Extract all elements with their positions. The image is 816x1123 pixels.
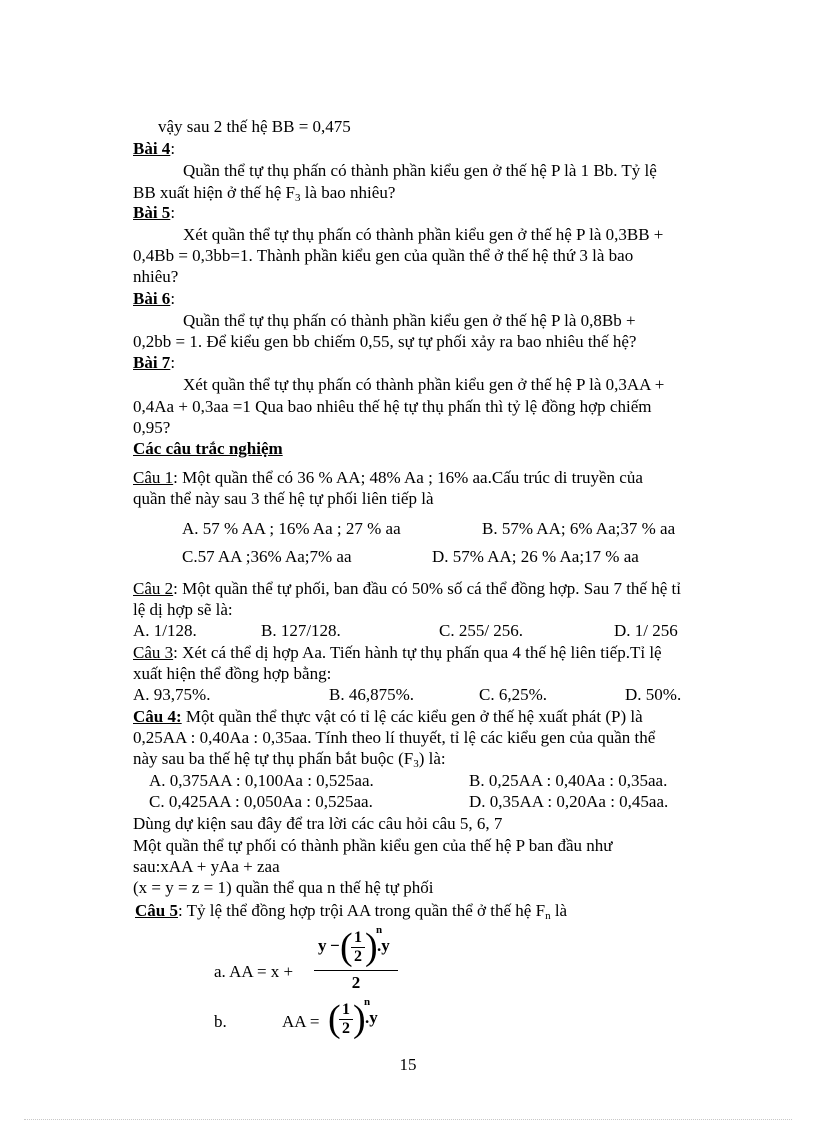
bai4-heading: Bài 4: <box>133 139 176 158</box>
text: này sau ba thế hệ tự thụ phấn bắt buộc (F <box>133 749 414 768</box>
question-label: Câu 2 <box>133 579 174 598</box>
heading-text: Bài 4 <box>133 139 171 158</box>
text: : Xét cá thể dị hợp Aa. Tiến hành tự thụ phấn qua 4 thế hệ liên tiếp.Tỉ lệ <box>173 643 662 662</box>
question-label: Câu 4: <box>133 707 182 726</box>
option-c: C. 6,25%. <box>479 685 547 704</box>
option-a: A. 57 % AA ; 16% Aa ; 27 % aa <box>182 519 401 538</box>
fraction-one: 1 <box>342 1001 350 1018</box>
heading-text: Bài 6 <box>133 289 171 308</box>
formula-exponent: n <box>376 924 383 936</box>
text-line: sau:xAA + yAa + zaa <box>133 857 280 876</box>
formula-b-aa: AA = <box>282 1012 320 1031</box>
option-a: A. 93,75%. <box>133 685 211 704</box>
formula-b-expression <box>328 998 388 1042</box>
option-d: D. 50%. <box>625 685 682 704</box>
question-line <box>133 578 681 600</box>
section-heading: Các câu trắc nghiệm <box>133 439 283 458</box>
text-line: 0,4Aa + 0,3aa =1 Qua bao nhiêu thế hệ tự thụ phấn thì tỷ lệ đồng hợp chiếm <box>133 397 652 416</box>
bai6-heading: Bài 6: <box>133 289 176 308</box>
main-fraction-bar <box>314 970 398 971</box>
option-b: B. 46,875%. <box>329 685 414 704</box>
text-line: nhiêu? <box>133 267 179 286</box>
question-line <box>135 900 567 922</box>
heading-text: Bài 5 <box>133 203 171 222</box>
text-line: 0,2bb = 1. Để kiểu gen bb chiếm 0,55, sự tự phối xảy ra bao nhiêu thế hệ? <box>133 332 637 351</box>
option-b: B. 57% AA; 6% Aa;37 % aa <box>482 519 676 538</box>
text-line: lệ dị hợp sẽ là: <box>133 600 233 619</box>
question-label: Câu 1 <box>133 468 174 487</box>
option-c: C.57 AA ;36% Aa;7% aa <box>182 547 352 566</box>
question-label: Câu 3 <box>133 643 174 662</box>
formula-denominator: 2 <box>351 973 361 992</box>
option-d: D. 57% AA; 26 % Aa;17 % aa <box>432 547 639 566</box>
fraction-one: 1 <box>354 929 362 946</box>
text: : Một quần thể có 36 % AA; 48% Aa ; 16% aa.Cấu trúc di truyền của <box>173 468 643 487</box>
question-label: Câu 5 <box>135 901 178 920</box>
formula-minus: − <box>330 936 340 955</box>
text-line: Xét quần thể tự thụ phấn có thành phần kiểu gen ở thế hệ P là 0,3BB + <box>183 225 664 244</box>
text: là bao nhiêu? <box>300 183 396 202</box>
subscript: 3 <box>413 758 419 770</box>
text: Một quần thể thực vật có tỉ lệ các kiểu gen ở thế hệ xuất phát (P) là <box>181 707 643 726</box>
text-line: vậy sau 2 thế hệ BB = 0,475 <box>158 117 351 136</box>
paren-left: ( <box>328 998 341 1040</box>
text-line <box>133 748 446 770</box>
subscript: n <box>545 910 551 922</box>
option-d: D. 0,35AA : 0,20Aa : 0,45aa. <box>469 792 669 811</box>
option-d: D. 1/ 256 <box>614 621 678 640</box>
text: ) là: <box>418 749 446 768</box>
text: là <box>550 901 568 920</box>
formula-a-label: a. AA = x + <box>214 962 294 981</box>
formula-dot-y: .y <box>377 936 390 955</box>
page-bottom-rule <box>24 1119 792 1120</box>
question-line <box>133 642 662 664</box>
text-line: 0,25AA : 0,40Aa : 0,35aa. Tính theo lí thuyết, tỉ lệ các kiểu gen của quần thể <box>133 728 656 747</box>
text-line: 0,4Bb = 0,3bb=1. Thành phần kiểu gen của quần thể ở thế hệ thứ 3 là bao <box>133 246 634 265</box>
text-line: Dùng dự kiện sau đây để tra lời các câu hỏi câu 5, 6, 7 <box>133 814 503 833</box>
text-line: Một quần thể tự phối có thành phần kiểu gen của thế hệ P ban đầu như <box>133 836 613 855</box>
subscript: 3 <box>294 192 301 204</box>
option-a: A. 1/128. <box>133 621 197 640</box>
formula-exponent: n <box>364 996 371 1008</box>
text-line <box>133 182 395 204</box>
page-number: 15 <box>399 1055 417 1074</box>
text: BB xuất hiện ở thế hệ F <box>133 183 295 202</box>
text-line: Quần thể tự thụ phấn có thành phần kiểu gen ở thế hệ P là 1 Bb. Tỷ lệ <box>183 161 657 180</box>
text-line: quần thể này sau 3 thế hệ tự phối liên tiếp là <box>133 489 434 508</box>
question-line <box>133 467 643 489</box>
text-line: xuất hiện thể đồng hợp bằng: <box>133 664 332 683</box>
paren-left: ( <box>340 926 353 968</box>
question-line <box>133 706 643 728</box>
option-c: C. 255/ 256. <box>439 621 524 640</box>
option-b: B. 127/128. <box>261 621 341 640</box>
heading-text: Bài 7 <box>133 353 171 372</box>
formula-dot-y: .y <box>365 1008 378 1027</box>
option-b: B. 0,25AA : 0,40Aa : 0,35aa. <box>469 771 668 790</box>
paren-right: ) <box>365 926 378 968</box>
paren-right: ) <box>353 998 366 1040</box>
formula-b-label: b. <box>214 1012 227 1031</box>
text-line: (x = y = z = 1) quần thể qua n thế hệ tự phối <box>133 878 434 897</box>
fraction-two: 2 <box>342 1020 350 1037</box>
text-line: 0,95? <box>133 418 171 437</box>
option-a: A. 0,375AA : 0,100Aa : 0,525aa. <box>149 771 374 790</box>
formula-y: y <box>318 936 327 955</box>
text: : Một quần thể tự phối, ban đầu có 50% số cá thể đồng hợp. Sau 7 thế hệ tỉ <box>173 579 681 598</box>
text-line: Xét quần thể tự thụ phấn có thành phần kiểu gen ở thế hệ P là 0,3AA + <box>183 375 665 394</box>
text-line: Quần thể tự thụ phấn có thành phần kiểu gen ở thế hệ P là 0,8Bb + <box>183 311 636 330</box>
formula-a-fraction <box>314 926 398 994</box>
bai7-heading: Bài 7: <box>133 353 176 372</box>
bai5-heading: Bài 5: <box>133 203 176 222</box>
text: : Tỷ lệ thể đồng hợp trội AA trong quần thể ở thế hệ F <box>177 901 546 920</box>
option-c: C. 0,425AA : 0,050Aa : 0,525aa. <box>149 792 373 811</box>
fraction-two: 2 <box>354 948 362 965</box>
